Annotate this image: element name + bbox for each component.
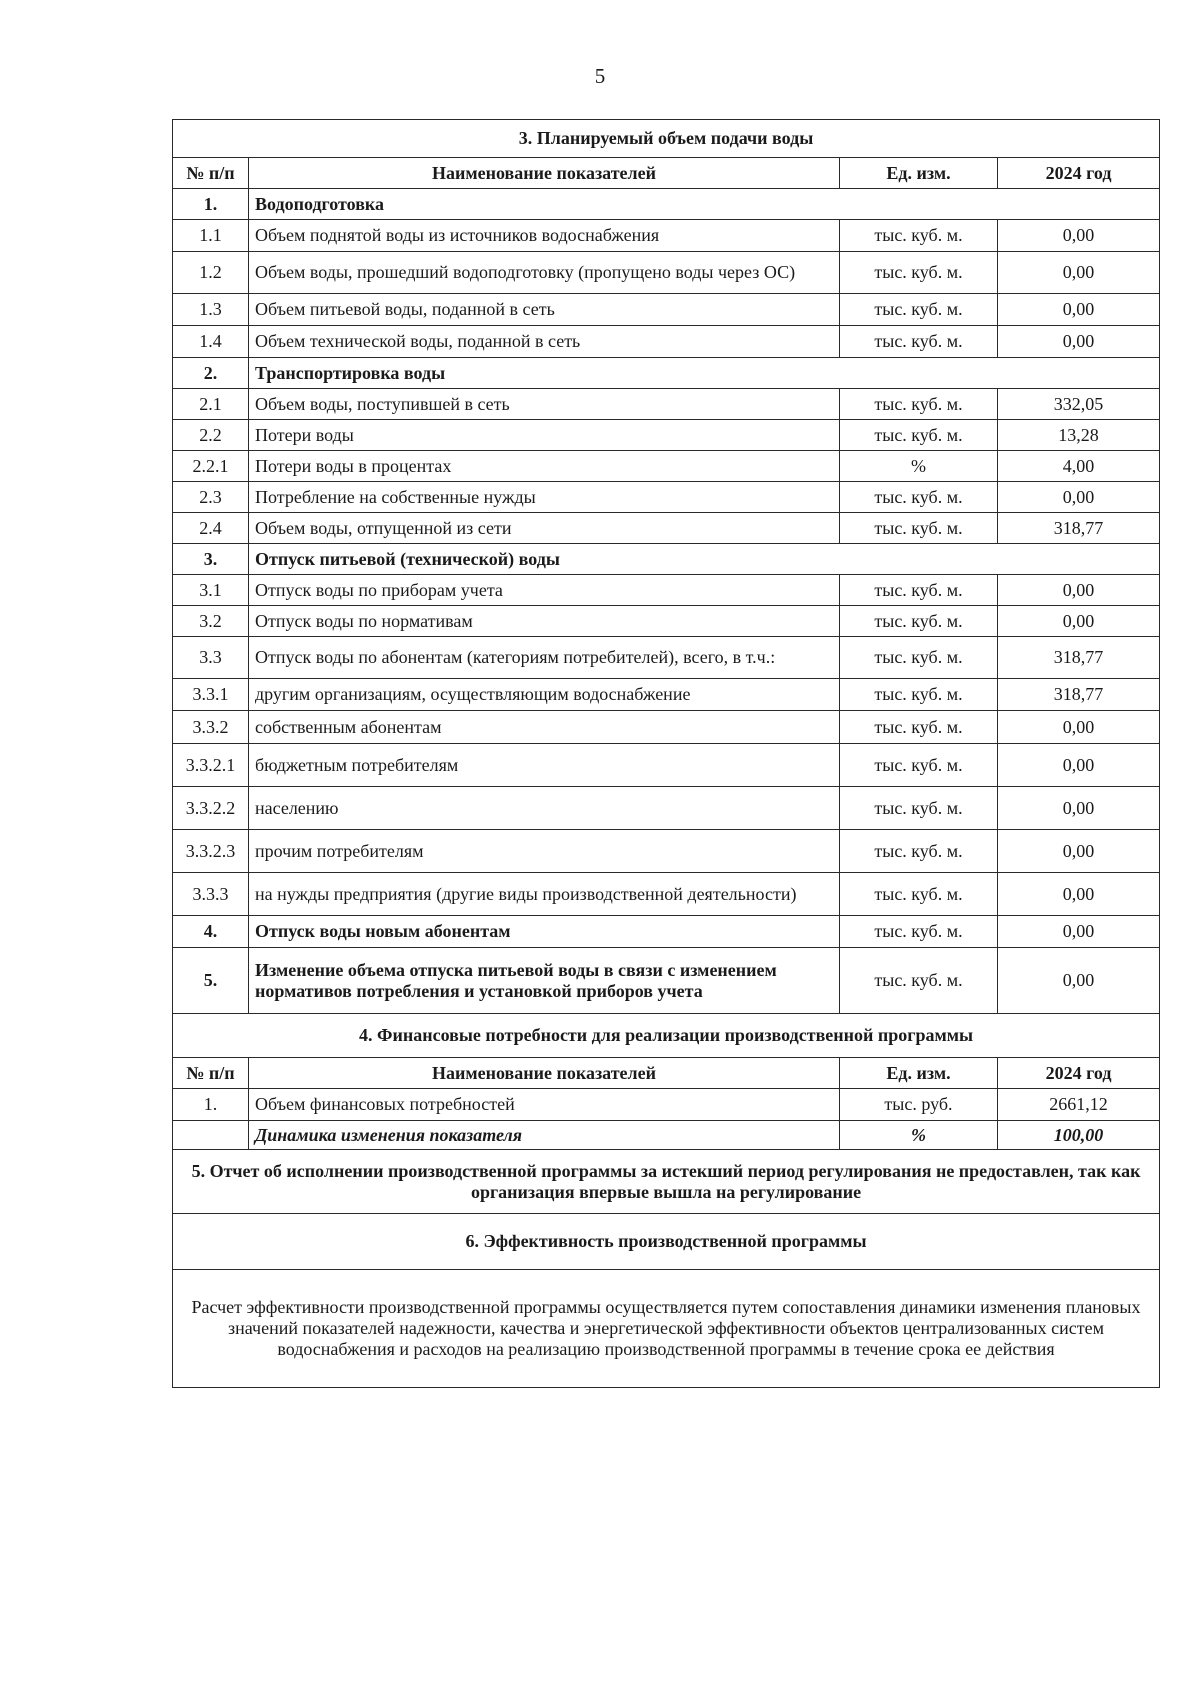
row-num: 1.3	[173, 294, 249, 326]
row-unit: тыс. куб. м.	[840, 389, 998, 420]
row-name: Потребление на собственные нужды	[249, 482, 840, 513]
row-value: 0,00	[998, 575, 1160, 606]
row-unit: тыс. куб. м.	[840, 513, 998, 544]
header-name: Наименование показателей	[249, 1058, 840, 1089]
row-name: Отпуск воды по абонентам (категориям потребителей), всего, в т.ч.:	[249, 637, 840, 679]
section5-row	[173, 1150, 1160, 1214]
row-unit: тыс. куб. м.	[840, 420, 998, 451]
row-value: 0,00	[998, 252, 1160, 294]
row-value: 0,00	[998, 294, 1160, 326]
table-row	[173, 679, 1160, 711]
table-row	[173, 948, 1160, 1014]
row-unit: тыс. куб. м.	[840, 787, 998, 830]
row-num: 4.	[173, 916, 249, 948]
row-num: 1.4	[173, 326, 249, 358]
row-value: 0,00	[998, 482, 1160, 513]
row-num: 2.2.1	[173, 451, 249, 482]
row-name: Объем воды, поступившей в сеть	[249, 389, 840, 420]
row-name: Потери воды в процентах	[249, 451, 840, 482]
row-name: прочим потребителям	[249, 830, 840, 873]
row-num: 3.3.2	[173, 711, 249, 744]
table-row	[173, 787, 1160, 830]
row-unit: тыс. куб. м.	[840, 482, 998, 513]
row-unit: тыс. куб. м.	[840, 294, 998, 326]
row-value: 0,00	[998, 948, 1160, 1014]
section6-title: 6. Эффективность производственной программы	[173, 1214, 1160, 1270]
section5-title: 5. Отчет об исполнении производственной программы за истекший период регулирования не предоставлен, так как организация впервые вышла на регулирование	[173, 1150, 1160, 1214]
table-row	[173, 482, 1160, 513]
header-year: 2024 год	[998, 1058, 1160, 1089]
row-num: 2.4	[173, 513, 249, 544]
program-table	[172, 119, 1160, 1388]
table-row	[173, 711, 1160, 744]
table-row	[173, 873, 1160, 916]
row-num: 2.2	[173, 420, 249, 451]
row-unit: тыс. куб. м.	[840, 711, 998, 744]
section6-text: Расчет эффективности производственной программы осуществляется путем сопоставления динамики изменения плановых значений показателей надежности, качества и энергетической эффективности объектов централизованных систем водоснабжения и расходов на реализацию производственной программы в течение срока ее действия	[173, 1270, 1160, 1388]
row-unit: %	[840, 1121, 998, 1150]
row-num: 1.	[173, 189, 249, 220]
section6-text-row	[173, 1270, 1160, 1388]
header-num: № п/п	[173, 158, 249, 189]
row-name: Отпуск питьевой (технической) воды	[249, 544, 1160, 575]
row-unit: тыс. куб. м.	[840, 873, 998, 916]
row-name: Изменение объема отпуска питьевой воды в связи с изменением нормативов потребления и установкой приборов учета	[249, 948, 840, 1014]
section3-title: 3. Планируемый объем подачи воды	[173, 120, 1160, 158]
row-unit: тыс. куб. м.	[840, 637, 998, 679]
row-unit: тыс. куб. м.	[840, 948, 998, 1014]
row-unit: %	[840, 451, 998, 482]
table-row	[173, 744, 1160, 787]
row-unit: тыс. руб.	[840, 1089, 998, 1121]
table-row	[173, 916, 1160, 948]
row-unit: тыс. куб. м.	[840, 220, 998, 252]
row-name: Водоподготовка	[249, 189, 1160, 220]
row-value: 0,00	[998, 326, 1160, 358]
row-num: 3.3.3	[173, 873, 249, 916]
table-row	[173, 294, 1160, 326]
row-name: Объем финансовых потребностей	[249, 1089, 840, 1121]
header-unit: Ед. изм.	[840, 158, 998, 189]
row-value: 0,00	[998, 711, 1160, 744]
row-value: 2661,12	[998, 1089, 1160, 1121]
table-row	[173, 389, 1160, 420]
table-row	[173, 1121, 1160, 1150]
section6-title-row	[173, 1214, 1160, 1270]
row-unit: тыс. куб. м.	[840, 606, 998, 637]
section4-title-row	[173, 1014, 1160, 1058]
row-name: Транспортировка воды	[249, 358, 1160, 389]
row-unit: тыс. куб. м.	[840, 679, 998, 711]
row-name: Объем воды, отпущенной из сети	[249, 513, 840, 544]
table-row	[173, 606, 1160, 637]
row-name: Отпуск воды новым абонентам	[249, 916, 840, 948]
row-value: 318,77	[998, 513, 1160, 544]
header-unit: Ед. изм.	[840, 1058, 998, 1089]
table-row	[173, 575, 1160, 606]
group-row	[173, 189, 1160, 220]
row-num: 2.	[173, 358, 249, 389]
row-num: 1.1	[173, 220, 249, 252]
row-value: 0,00	[998, 830, 1160, 873]
row-num: 3.3.2.2	[173, 787, 249, 830]
row-num: 2.3	[173, 482, 249, 513]
section3-header-row	[173, 158, 1160, 189]
page-number: 5	[594, 64, 606, 88]
row-value: 0,00	[998, 787, 1160, 830]
row-value: 332,05	[998, 389, 1160, 420]
header-num: № п/п	[173, 1058, 249, 1089]
table-row	[173, 326, 1160, 358]
group-row	[173, 544, 1160, 575]
program-table-body	[173, 120, 1160, 1388]
row-value: 318,77	[998, 679, 1160, 711]
row-unit: тыс. куб. м.	[840, 916, 998, 948]
row-value: 0,00	[998, 916, 1160, 948]
table-row	[173, 220, 1160, 252]
table-row	[173, 420, 1160, 451]
row-num	[173, 1121, 249, 1150]
group-row	[173, 358, 1160, 389]
header-year: 2024 год	[998, 158, 1160, 189]
row-value: 0,00	[998, 220, 1160, 252]
row-name: на нужды предприятия (другие виды производственной деятельности)	[249, 873, 840, 916]
section3-title-row	[173, 120, 1160, 158]
row-name: Динамика изменения показателя	[249, 1121, 840, 1150]
row-name: другим организациям, осуществляющим водоснабжение	[249, 679, 840, 711]
row-name: Объем поднятой воды из источников водоснабжения	[249, 220, 840, 252]
row-num: 3.3.1	[173, 679, 249, 711]
row-num: 1.	[173, 1089, 249, 1121]
row-num: 3.1	[173, 575, 249, 606]
row-name: Объем воды, прошедший водоподготовку (пропущено воды через ОС)	[249, 252, 840, 294]
row-unit: тыс. куб. м.	[840, 744, 998, 787]
table-row	[173, 252, 1160, 294]
row-name: собственным абонентам	[249, 711, 840, 744]
header-name: Наименование показателей	[249, 158, 840, 189]
row-value: 100,00	[998, 1121, 1160, 1150]
row-value: 0,00	[998, 744, 1160, 787]
row-num: 5.	[173, 948, 249, 1014]
row-num: 3.2	[173, 606, 249, 637]
row-value: 4,00	[998, 451, 1160, 482]
row-unit: тыс. куб. м.	[840, 575, 998, 606]
row-name: Отпуск воды по нормативам	[249, 606, 840, 637]
row-value: 0,00	[998, 873, 1160, 916]
row-name: бюджетным потребителям	[249, 744, 840, 787]
row-value: 0,00	[998, 606, 1160, 637]
row-value: 318,77	[998, 637, 1160, 679]
row-name: Объем технической воды, поданной в сеть	[249, 326, 840, 358]
table-row	[173, 451, 1160, 482]
section4-title: 4. Финансовые потребности для реализации производственной программы	[173, 1014, 1160, 1058]
row-num: 3.3.2.3	[173, 830, 249, 873]
row-num: 1.2	[173, 252, 249, 294]
row-value: 13,28	[998, 420, 1160, 451]
row-unit: тыс. куб. м.	[840, 252, 998, 294]
row-name: Объем питьевой воды, поданной в сеть	[249, 294, 840, 326]
row-name: населению	[249, 787, 840, 830]
table-row	[173, 830, 1160, 873]
row-name: Отпуск воды по приборам учета	[249, 575, 840, 606]
row-unit: тыс. куб. м.	[840, 326, 998, 358]
section4-header-row	[173, 1058, 1160, 1089]
table-row	[173, 513, 1160, 544]
table-row	[173, 637, 1160, 679]
row-name: Потери воды	[249, 420, 840, 451]
row-num: 3.3	[173, 637, 249, 679]
row-num: 3.3.2.1	[173, 744, 249, 787]
row-num: 3.	[173, 544, 249, 575]
row-num: 2.1	[173, 389, 249, 420]
table-row	[173, 1089, 1160, 1121]
row-unit: тыс. куб. м.	[840, 830, 998, 873]
